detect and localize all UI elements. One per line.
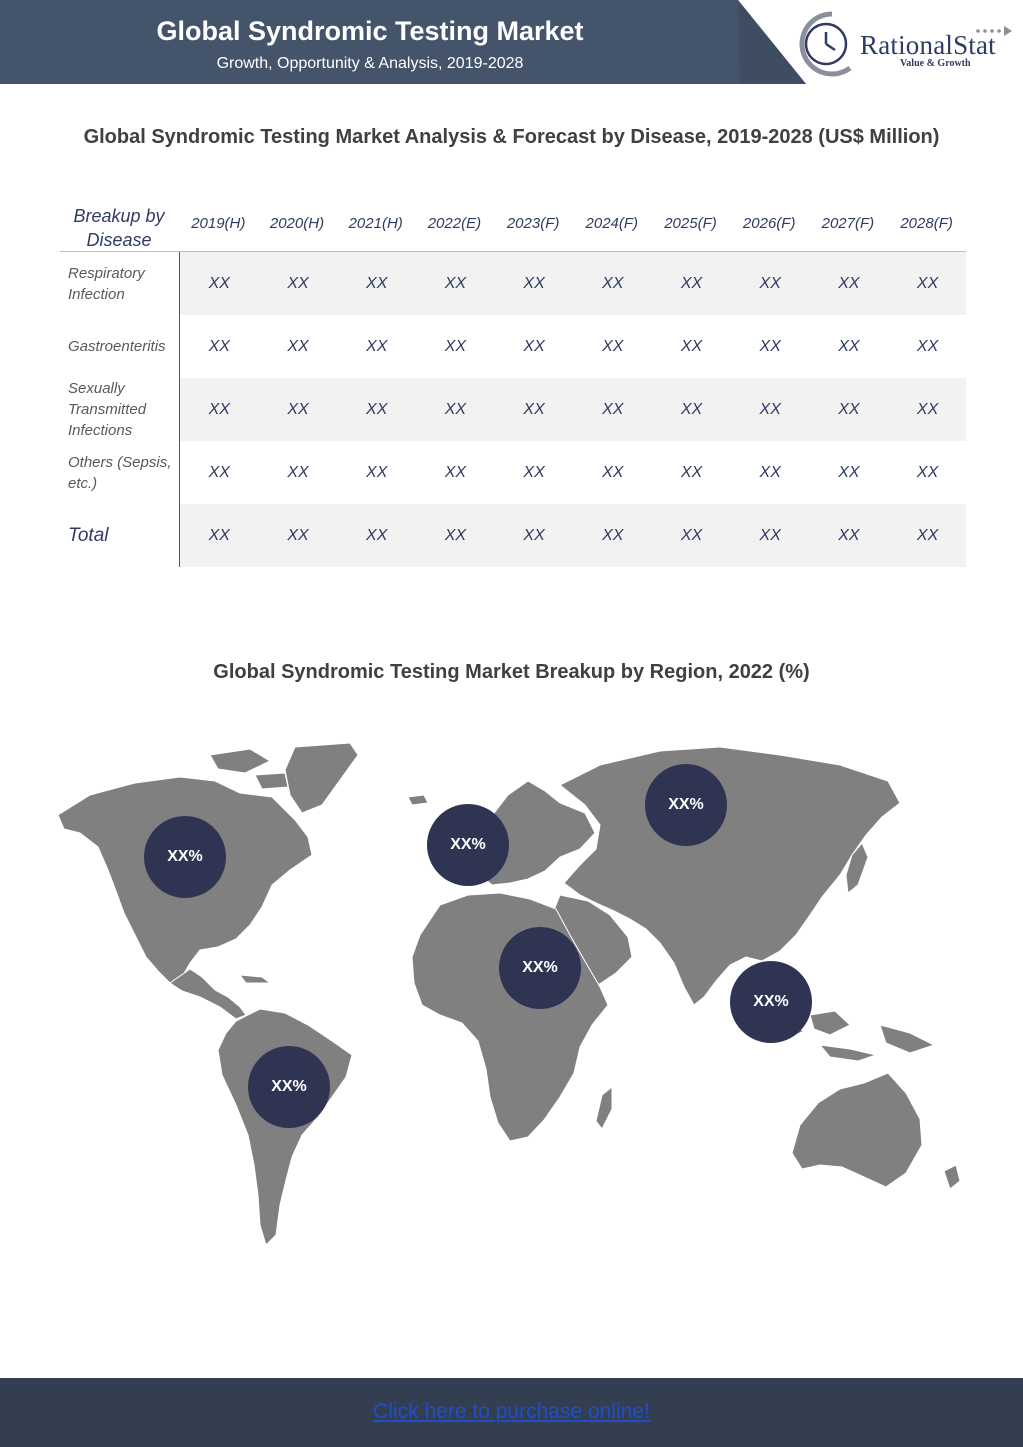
region-bubble-north-america: XX% <box>144 816 226 898</box>
row-values <box>179 315 966 378</box>
year-header: 2020(H) <box>269 215 325 232</box>
row-label: Sexually Transmitted Infections <box>68 380 147 439</box>
region-bubble-latin-america: XX% <box>248 1046 330 1128</box>
region-bubble-mea: XX% <box>499 927 581 1009</box>
logo-name: RationalStat <box>860 30 996 60</box>
purchase-link[interactable]: Click here to purchase online! <box>373 1400 650 1423</box>
year-header: 2026(F) <box>742 215 796 232</box>
row-label: Respiratory Infection <box>68 264 145 303</box>
row-values <box>179 441 966 504</box>
value-cell: XX <box>287 464 309 481</box>
value-cell: XX <box>523 464 545 481</box>
page-subtitle: Growth, Opportunity & Analysis, 2019-2028 <box>216 55 524 72</box>
value-cell: XX <box>523 338 545 355</box>
logo-tagline: Value & Growth <box>900 58 971 69</box>
year-header: 2027(F) <box>821 215 875 232</box>
row-values <box>179 504 966 567</box>
value-cell: XX <box>208 464 230 481</box>
table-row <box>60 252 966 315</box>
value-cell: XX <box>523 527 545 544</box>
world-map <box>40 725 980 1265</box>
value-cell: XX <box>680 464 703 481</box>
value-cell: XX <box>208 275 230 292</box>
value-cell: XX <box>602 527 624 544</box>
value-cell: XX <box>366 464 388 481</box>
value-cell: XX <box>366 338 388 355</box>
row-label: Total <box>68 525 109 546</box>
value-cell: XX <box>444 338 467 355</box>
value-cell: XX <box>523 275 545 292</box>
value-cell: XX <box>208 401 230 418</box>
value-cell: XX <box>680 275 703 292</box>
row-values <box>179 378 966 441</box>
value-cell: XX <box>287 275 309 292</box>
value-cell: XX <box>602 401 624 418</box>
value-cell: XX <box>916 527 939 544</box>
value-cell: XX <box>680 527 703 544</box>
year-header: 2021(H) <box>348 215 403 232</box>
corner-label: Breakup by Disease <box>73 206 165 250</box>
year-header: 2028(F) <box>900 215 953 232</box>
table-body <box>60 252 966 567</box>
row-label: Others (Sepsis, etc.) <box>68 453 172 492</box>
forecast-table <box>60 197 966 567</box>
value-cell: XX <box>208 527 230 544</box>
value-cell: XX <box>287 527 309 544</box>
value-cell: XX <box>759 464 781 481</box>
company-logo[interactable] <box>792 8 1017 78</box>
table-row <box>60 504 966 567</box>
value-cell: XX <box>602 275 624 292</box>
region-bubble-europe: XX% <box>427 804 509 886</box>
value-cell: XX <box>838 338 860 355</box>
value-cell: XX <box>759 275 781 292</box>
value-cell: XX <box>602 464 624 481</box>
table-header <box>60 197 966 252</box>
table-row <box>60 441 966 504</box>
value-cell: XX <box>916 338 939 355</box>
header-banner <box>0 0 1023 84</box>
clock-icon <box>792 8 862 78</box>
value-cell: XX <box>838 464 860 481</box>
table-title: Global Syndromic Testing Market Analysis & Forecast by Disease, 2019-2028 (US$ Million) <box>83 126 940 148</box>
map-title: Global Syndromic Testing Market Breakup by Region, 2022 (%) <box>213 661 810 683</box>
value-cell: XX <box>680 338 703 355</box>
region-bubble-apac: XX% <box>730 961 812 1043</box>
value-cell: XX <box>366 275 388 292</box>
value-cell: XX <box>208 338 230 355</box>
year-header: 2024(F) <box>585 215 639 232</box>
value-cell: XX <box>287 401 309 418</box>
value-cell: XX <box>838 401 860 418</box>
value-cell: XX <box>838 275 860 292</box>
value-cell: XX <box>287 338 309 355</box>
value-cell: XX <box>602 338 624 355</box>
value-cell: XX <box>759 527 781 544</box>
year-header: 2022(E) <box>427 215 482 232</box>
year-header: 2025(F) <box>664 215 717 232</box>
value-cell: XX <box>444 464 467 481</box>
value-cell: XX <box>916 401 939 418</box>
value-cell: XX <box>444 527 467 544</box>
year-header: 2019(H) <box>191 215 246 232</box>
table-row <box>60 315 966 378</box>
value-cell: XX <box>366 527 388 544</box>
row-label: Gastroenteritis <box>68 338 166 355</box>
footer-bar <box>0 1378 1023 1447</box>
page-title: Global Syndromic Testing Market <box>156 16 584 46</box>
value-cell: XX <box>366 401 388 418</box>
value-cell: XX <box>916 275 939 292</box>
value-cell: XX <box>523 401 545 418</box>
region-bubble-russia: XX% <box>645 764 727 846</box>
table-row <box>60 378 966 441</box>
value-cell: XX <box>444 275 467 292</box>
value-cell: XX <box>838 527 860 544</box>
value-cell: XX <box>680 401 703 418</box>
value-cell: XX <box>916 464 939 481</box>
value-cell: XX <box>759 401 781 418</box>
year-header: 2023(F) <box>506 215 560 232</box>
row-values <box>179 252 966 315</box>
value-cell: XX <box>444 401 467 418</box>
value-cell: XX <box>759 338 781 355</box>
